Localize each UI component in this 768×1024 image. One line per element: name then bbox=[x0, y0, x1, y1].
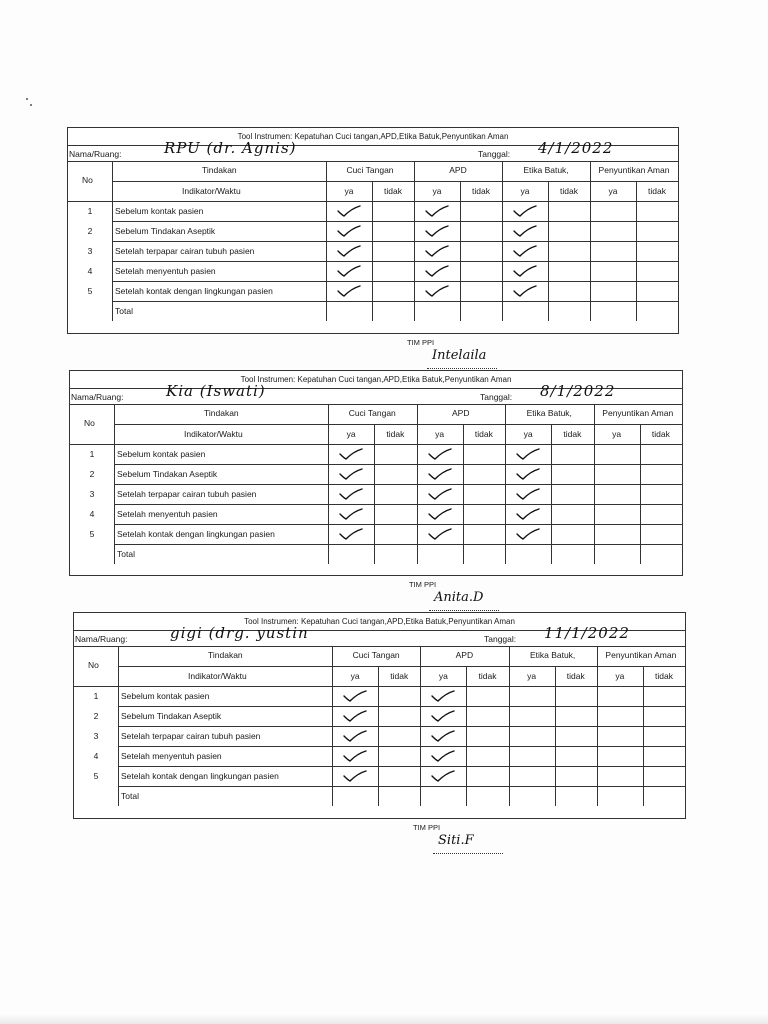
row-number: 5 bbox=[93, 771, 99, 781]
checkmark-icon bbox=[515, 487, 541, 501]
body-line bbox=[114, 524, 682, 525]
row-number: 4 bbox=[87, 266, 93, 276]
tidak-header: tidak bbox=[474, 429, 493, 439]
body-line bbox=[112, 301, 678, 302]
body-line bbox=[114, 464, 682, 465]
tim-ppi-label: TIM PPI bbox=[413, 823, 441, 832]
checkmark-icon bbox=[427, 467, 453, 481]
body-line bbox=[114, 484, 682, 485]
group-header: Etika Batuk, bbox=[523, 165, 569, 175]
row-indikator-label: Sebelum kontak pasien bbox=[117, 449, 206, 459]
tim-ppi-label: TIM PPI bbox=[409, 580, 437, 589]
checkmark-icon bbox=[430, 729, 456, 743]
subheader-line bbox=[118, 666, 685, 667]
tidak-header: tidak bbox=[478, 671, 497, 681]
signature-line bbox=[427, 368, 497, 369]
checkmark-icon bbox=[338, 527, 364, 541]
checkmark-icon bbox=[512, 224, 538, 238]
body-line bbox=[118, 726, 685, 727]
checkmark-icon bbox=[338, 447, 364, 461]
signature-line bbox=[429, 610, 499, 611]
checkmark-icon bbox=[336, 204, 362, 218]
tindakan-header: Tindakan bbox=[204, 408, 239, 418]
row-indikator-label: Setelah kontak dengan lingkungan pasien bbox=[115, 286, 273, 296]
ya-header: ya bbox=[612, 429, 622, 439]
checkmark-icon bbox=[336, 264, 362, 278]
indikator-header: Indikator/Waktu bbox=[188, 671, 247, 681]
col-divider-indikator bbox=[332, 646, 333, 806]
row-indikator-label: Setelah menyentuh pasien bbox=[115, 266, 216, 276]
header-line bbox=[74, 646, 685, 647]
row-number: 1 bbox=[89, 449, 95, 459]
checkmark-icon bbox=[515, 527, 541, 541]
row-number: 1 bbox=[87, 206, 93, 216]
total-label: Total bbox=[117, 549, 135, 559]
header-line bbox=[70, 404, 682, 405]
body-line bbox=[114, 504, 682, 505]
total-label: Total bbox=[115, 306, 133, 316]
ya-header: ya bbox=[438, 671, 448, 681]
col-divider-check bbox=[466, 666, 467, 806]
tidak-header: tidak bbox=[384, 186, 403, 196]
ya-header: ya bbox=[523, 429, 533, 439]
tidak-header: tidak bbox=[563, 429, 582, 439]
col-divider-check bbox=[374, 424, 375, 564]
no-header: No bbox=[88, 660, 99, 670]
body-line bbox=[70, 444, 682, 445]
group-header: APD bbox=[449, 165, 467, 175]
tanggal-label: Tanggal: bbox=[480, 392, 513, 402]
col-divider-check bbox=[414, 161, 415, 321]
checkmark-icon bbox=[430, 689, 456, 703]
row-indikator-label: Sebelum kontak pasien bbox=[115, 206, 204, 216]
form-title: Tool Instrumen: Kepatuhan Cuci tangan,APD,Etika Batuk,Penyuntikan Aman bbox=[240, 375, 512, 384]
form-title: Tool Instrumen: Kepatuhan Cuci tangan,APD,Etika Batuk,Penyuntikan Aman bbox=[244, 617, 515, 626]
col-divider-no bbox=[114, 404, 115, 564]
group-header: Penyuntikan Aman bbox=[598, 165, 670, 175]
form-kia bbox=[69, 370, 683, 576]
ya-header: ya bbox=[615, 671, 625, 681]
nama-ruang-label: Nama/Ruang: bbox=[75, 634, 128, 644]
body-line bbox=[114, 544, 682, 545]
body-line bbox=[74, 686, 685, 687]
tanggal-value: 4/1/2022 bbox=[538, 139, 614, 157]
col-divider-check bbox=[636, 181, 637, 321]
col-divider-check bbox=[551, 424, 552, 564]
row-number: 2 bbox=[87, 226, 93, 236]
checkmark-icon bbox=[342, 709, 368, 723]
checkmark-icon bbox=[424, 264, 450, 278]
row-indikator-label: Setelah menyentuh pasien bbox=[121, 751, 222, 761]
checkmark-icon bbox=[430, 769, 456, 783]
total-label: Total bbox=[121, 791, 139, 801]
form-title: Tool Instrumen: Kepatuhan Cuci tangan,APD,Etika Batuk,Penyuntikan Aman bbox=[237, 132, 509, 141]
tanggal-value: 11/1/2022 bbox=[544, 624, 630, 642]
group-header: Etika Batuk, bbox=[529, 650, 576, 660]
group-header: APD bbox=[452, 408, 470, 418]
group-header: Penyuntikan Aman bbox=[602, 408, 674, 418]
col-divider-check bbox=[640, 424, 641, 564]
checkmark-icon bbox=[342, 729, 368, 743]
scan-speck bbox=[30, 104, 32, 106]
tidak-header: tidak bbox=[390, 671, 409, 681]
col-divider-check bbox=[555, 666, 556, 806]
tidak-header: tidak bbox=[648, 186, 667, 196]
tanggal-label: Tanggal: bbox=[478, 149, 511, 159]
tidak-header: tidak bbox=[654, 671, 673, 681]
row-number: 5 bbox=[87, 286, 93, 296]
checkmark-icon bbox=[512, 204, 538, 218]
group-header: Cuci Tangan bbox=[348, 408, 396, 418]
checkmark-icon bbox=[338, 467, 364, 481]
row-indikator-label: Setelah kontak dengan lingkungan pasien bbox=[117, 529, 275, 539]
row-number: 3 bbox=[89, 489, 95, 499]
ya-header: ya bbox=[432, 186, 442, 196]
col-divider-check bbox=[417, 404, 418, 564]
row-number: 5 bbox=[89, 529, 95, 539]
checkmark-icon bbox=[342, 689, 368, 703]
tanggal-value: 8/1/2022 bbox=[540, 382, 616, 400]
col-divider-check bbox=[505, 404, 506, 564]
row-indikator-label: Setelah terpapar cairan tubuh pasien bbox=[121, 731, 261, 741]
body-line bbox=[112, 261, 678, 262]
row-number: 2 bbox=[93, 711, 99, 721]
signature: Siti.F bbox=[438, 833, 474, 848]
subheader-line bbox=[114, 424, 682, 425]
nama-ruang-value: RPU (dr. Agnis) bbox=[164, 139, 297, 157]
body-line bbox=[112, 221, 678, 222]
body-line bbox=[118, 746, 685, 747]
group-header: Cuci Tangan bbox=[346, 165, 394, 175]
col-divider-check bbox=[420, 646, 421, 806]
nama-ruang-value: Kia (Iswati) bbox=[166, 382, 266, 400]
nama-ruang-label: Nama/Ruang: bbox=[71, 392, 124, 402]
checkmark-icon bbox=[427, 527, 453, 541]
checkmark-icon bbox=[338, 487, 364, 501]
col-divider-indikator bbox=[328, 404, 329, 564]
checkmark-icon bbox=[512, 264, 538, 278]
group-header: APD bbox=[455, 650, 474, 660]
ya-header: ya bbox=[520, 186, 530, 196]
row-indikator-label: Setelah terpapar cairan tubuh pasien bbox=[117, 489, 257, 499]
col-divider-check bbox=[463, 424, 464, 564]
body-line bbox=[118, 766, 685, 767]
subheader-line bbox=[112, 181, 678, 182]
col-divider-check bbox=[378, 666, 379, 806]
row-indikator-label: Sebelum Tindakan Aseptik bbox=[121, 711, 222, 721]
col-divider-check bbox=[590, 161, 591, 321]
checkmark-icon bbox=[427, 507, 453, 521]
checkmark-icon bbox=[338, 507, 364, 521]
col-divider-check bbox=[372, 181, 373, 321]
body-line bbox=[118, 706, 685, 707]
row-indikator-label: Sebelum Tindakan Aseptik bbox=[115, 226, 216, 236]
checkmark-icon bbox=[336, 244, 362, 258]
nama-ruang-label: Nama/Ruang: bbox=[69, 149, 122, 159]
ya-header: ya bbox=[344, 186, 354, 196]
indikator-header: Indikator/Waktu bbox=[184, 429, 243, 439]
col-divider-check bbox=[460, 181, 461, 321]
tidak-header: tidak bbox=[560, 186, 579, 196]
signature: Intelaila bbox=[432, 348, 487, 363]
row-number: 3 bbox=[93, 731, 99, 741]
checkmark-icon bbox=[515, 507, 541, 521]
checkmark-icon bbox=[512, 244, 538, 258]
checkmark-icon bbox=[424, 224, 450, 238]
col-divider-check bbox=[548, 181, 549, 321]
group-header: Etika Batuk, bbox=[526, 408, 572, 418]
row-number: 4 bbox=[93, 751, 99, 761]
checkmark-icon bbox=[336, 284, 362, 298]
ya-header: ya bbox=[350, 671, 360, 681]
checkmark-icon bbox=[512, 284, 538, 298]
checkmark-icon bbox=[515, 467, 541, 481]
form-rpu bbox=[67, 127, 679, 334]
form-gigi bbox=[73, 612, 686, 819]
ya-header: ya bbox=[346, 429, 356, 439]
col-divider-no bbox=[118, 646, 119, 806]
checkmark-icon bbox=[427, 487, 453, 501]
row-indikator-label: Sebelum kontak pasien bbox=[121, 691, 210, 701]
checkmark-icon bbox=[336, 224, 362, 238]
ya-header: ya bbox=[435, 429, 445, 439]
checkmark-icon bbox=[427, 447, 453, 461]
no-header: No bbox=[84, 418, 95, 428]
signature: Anita.D bbox=[434, 590, 484, 605]
body-line bbox=[112, 241, 678, 242]
tanggal-label: Tanggal: bbox=[484, 634, 517, 644]
row-number: 4 bbox=[89, 509, 95, 519]
checkmark-icon bbox=[424, 244, 450, 258]
group-header: Penyuntikan Aman bbox=[605, 650, 677, 660]
checkmark-icon bbox=[424, 284, 450, 298]
checkmark-icon bbox=[430, 749, 456, 763]
tidak-header: tidak bbox=[386, 429, 405, 439]
col-divider-check bbox=[643, 666, 644, 806]
col-divider-check bbox=[502, 161, 503, 321]
indikator-header: Indikator/Waktu bbox=[182, 186, 241, 196]
row-number: 1 bbox=[93, 691, 99, 701]
ya-header: ya bbox=[527, 671, 537, 681]
checkmark-icon bbox=[342, 749, 368, 763]
col-divider-check bbox=[594, 404, 595, 564]
nama-ruang-value: gigi (drg. yustin bbox=[170, 624, 309, 642]
checkmark-icon bbox=[424, 204, 450, 218]
col-divider-no bbox=[112, 161, 113, 321]
ya-header: ya bbox=[608, 186, 618, 196]
tindakan-header: Tindakan bbox=[208, 650, 243, 660]
tim-ppi-label: TIM PPI bbox=[407, 338, 435, 347]
checkmark-icon bbox=[342, 769, 368, 783]
col-divider-indikator bbox=[326, 161, 327, 321]
no-header: No bbox=[82, 175, 93, 185]
row-indikator-label: Setelah terpapar cairan tubuh pasien bbox=[115, 246, 255, 256]
tidak-header: tidak bbox=[472, 186, 491, 196]
row-indikator-label: Sebelum Tindakan Aseptik bbox=[117, 469, 218, 479]
scan-edge bbox=[0, 1014, 768, 1024]
scan-speck bbox=[26, 98, 28, 100]
row-indikator-label: Setelah menyentuh pasien bbox=[117, 509, 218, 519]
col-divider-check bbox=[509, 646, 510, 806]
row-number: 3 bbox=[87, 246, 93, 256]
header-line bbox=[68, 161, 678, 162]
checkmark-icon bbox=[515, 447, 541, 461]
row-indikator-label: Setelah kontak dengan lingkungan pasien bbox=[121, 771, 279, 781]
tindakan-header: Tindakan bbox=[202, 165, 237, 175]
signature-line bbox=[433, 853, 503, 854]
tidak-header: tidak bbox=[566, 671, 585, 681]
row-number: 2 bbox=[89, 469, 95, 479]
checkmark-icon bbox=[430, 709, 456, 723]
col-divider-check bbox=[597, 646, 598, 806]
tidak-header: tidak bbox=[651, 429, 670, 439]
body-line bbox=[112, 281, 678, 282]
group-header: Cuci Tangan bbox=[352, 650, 400, 660]
body-line bbox=[118, 786, 685, 787]
